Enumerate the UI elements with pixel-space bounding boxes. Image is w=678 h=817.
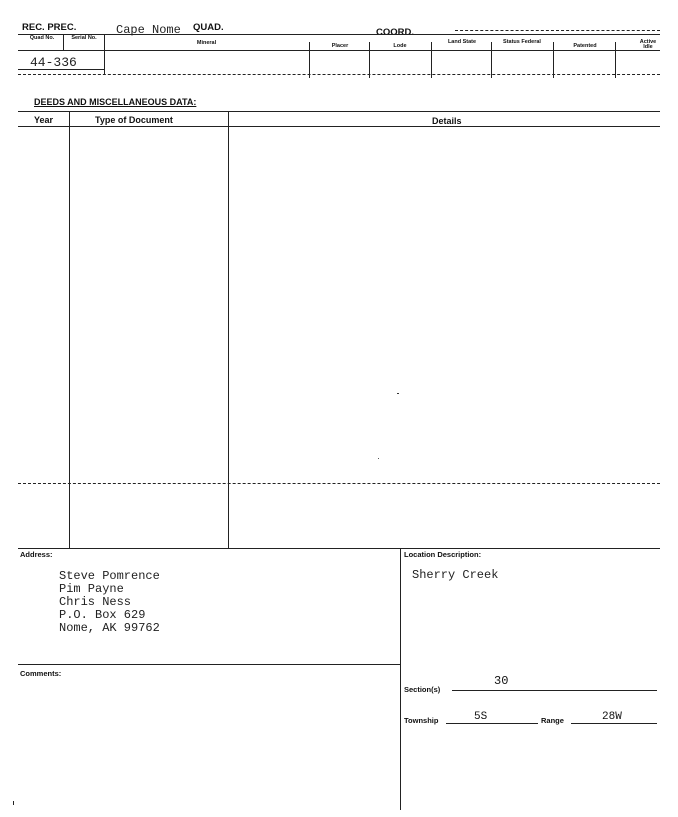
range-label: Range bbox=[541, 716, 564, 725]
hdr-div-3 bbox=[309, 42, 310, 78]
section-line bbox=[452, 690, 657, 691]
hdr-div-5 bbox=[431, 42, 432, 78]
header-rule-top bbox=[18, 34, 660, 35]
col-type-of-document: Type of Document bbox=[95, 115, 173, 125]
location-label: Location Description: bbox=[404, 550, 482, 559]
col-status-federal: Status Federal bbox=[503, 39, 541, 45]
location-value: Sherry Creek bbox=[412, 568, 499, 582]
township-value: 5S bbox=[474, 711, 488, 723]
hdr-div-2 bbox=[104, 34, 105, 74]
rec-prec-label: REC. PREC. bbox=[22, 22, 77, 33]
col-land-state: Land State bbox=[447, 39, 477, 45]
col-year: Year bbox=[34, 115, 54, 125]
address-label: Address: bbox=[20, 550, 53, 559]
col-placer: Placer bbox=[331, 43, 349, 49]
range-line bbox=[571, 723, 657, 724]
col-active-idle: Active Idle bbox=[639, 39, 657, 50]
address-line-1: Steve Pomrence bbox=[59, 569, 160, 583]
col-lode: Lode bbox=[393, 43, 407, 49]
address-line-2: Pim Payne bbox=[59, 582, 124, 596]
header-rule-row bbox=[18, 69, 104, 70]
col-details: Details bbox=[432, 116, 462, 126]
header-dashed-top bbox=[455, 30, 660, 31]
deeds-rule-top bbox=[18, 111, 660, 112]
hdr-div-1 bbox=[63, 34, 64, 50]
header-dashed-bottom bbox=[18, 74, 660, 75]
comments-label: Comments: bbox=[20, 669, 62, 678]
header-rule-columns bbox=[18, 50, 660, 51]
address-line-5: Nome, AK 99762 bbox=[59, 621, 160, 635]
deeds-rule-header bbox=[18, 126, 660, 127]
speck-1 bbox=[397, 393, 399, 394]
hdr-div-8 bbox=[615, 42, 616, 78]
address-line-3: Chris Ness bbox=[59, 595, 132, 609]
quad-name: Cape Nome bbox=[116, 23, 181, 37]
speck-2 bbox=[378, 458, 379, 459]
section-value: 30 bbox=[494, 674, 509, 688]
coord-label: COORD. bbox=[376, 27, 414, 38]
col-serial-no: Serial No. bbox=[71, 35, 97, 41]
township-label: Township bbox=[404, 716, 439, 725]
col-quad-no: Quad No. bbox=[29, 35, 55, 41]
hdr-div-4 bbox=[369, 42, 370, 78]
address-location-divider bbox=[400, 548, 401, 810]
col-patented: Patented bbox=[573, 43, 597, 49]
col-mineral: Mineral bbox=[196, 40, 217, 46]
deeds-rule-bottom bbox=[18, 548, 660, 549]
bottom-left-mark bbox=[13, 801, 14, 805]
hdr-div-6 bbox=[491, 42, 492, 78]
quad-no-value: 44-336 bbox=[30, 55, 77, 70]
section-label: Section(s) bbox=[404, 685, 441, 694]
quad-label: QUAD. bbox=[193, 22, 224, 33]
deeds-title: DEEDS AND MISCELLANEOUS DATA: bbox=[34, 97, 197, 107]
hdr-div-7 bbox=[553, 42, 554, 78]
address-line-4: P.O. Box 629 bbox=[59, 608, 146, 622]
deeds-dashed bbox=[18, 483, 660, 484]
range-value: 28W bbox=[602, 711, 622, 723]
comments-rule bbox=[18, 664, 400, 665]
township-line bbox=[446, 723, 538, 724]
